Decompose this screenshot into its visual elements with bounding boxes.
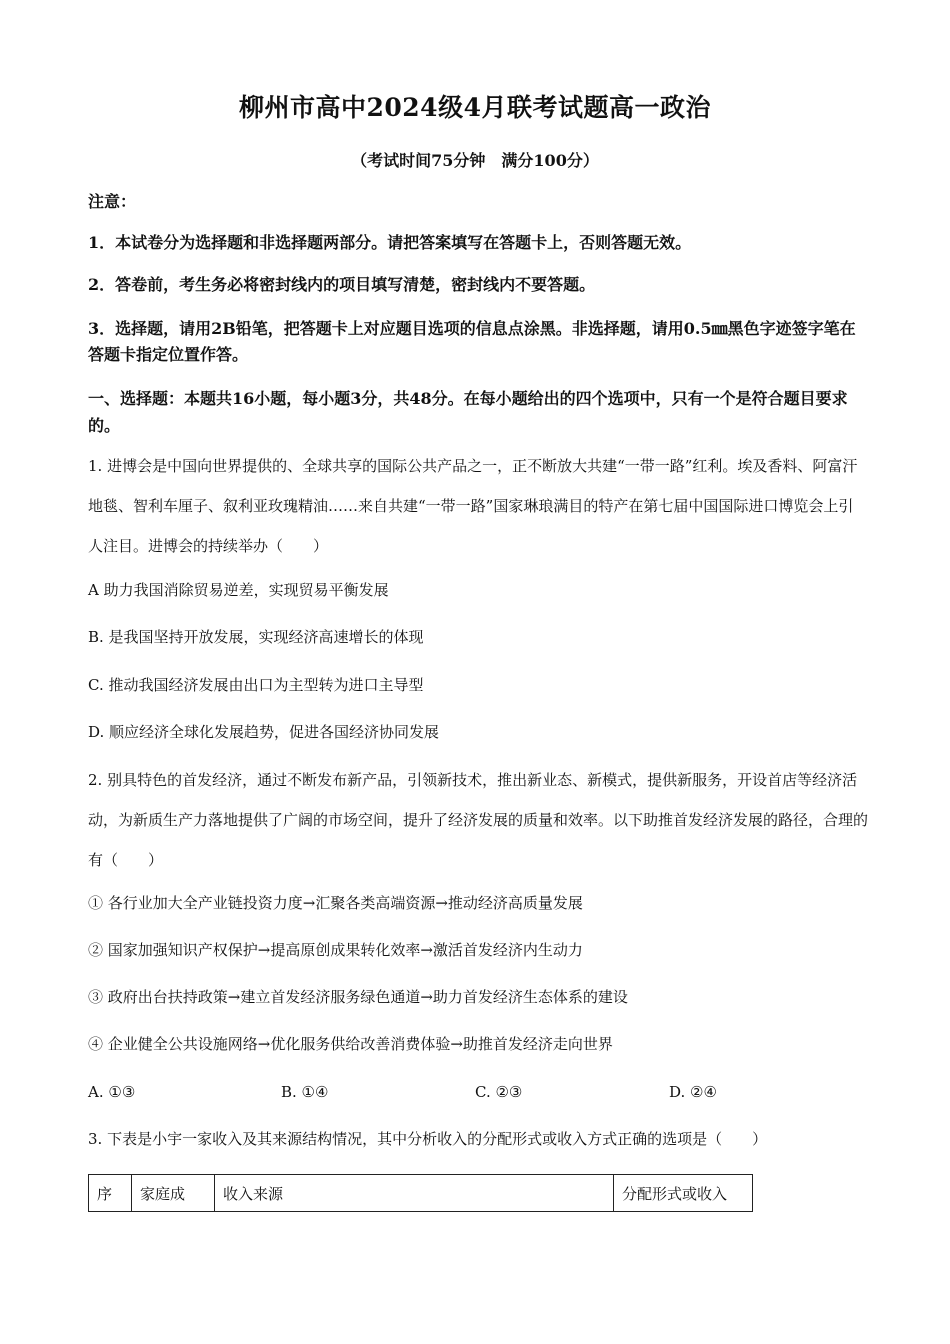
table-header-cell: 收入来源 <box>215 1175 614 1212</box>
question-2-stem: 2. 别具特色的首发经济，通过不断发布新产品，引领新技术，推出新业态、新模式，提供新服务，开设首店等经济活动，为新质生产力落地提供了广阔的市场空间，提升了经济发展的质量和效率。以下助推首发经济发展的路径，合理的有（ ） <box>88 771 869 869</box>
question-1-option-b: B. 是我国坚持开放发展，实现经济高速增长的体现 <box>88 628 424 646</box>
question-2-item-2: ② 国家加强知识产权保护→提高原创成果转化效率→激活首发经济内生动力 <box>88 941 583 959</box>
question-1-option-a: A 助力我国消除贸易逆差，实现贸易平衡发展 <box>88 581 389 599</box>
table-header-row <box>89 1175 753 1212</box>
table-header-cell: 家庭成 <box>132 1175 215 1212</box>
notice-item-2: 2．答卷前，考生务必将密封线内的项目填写清楚，密封线内不要答题。 <box>88 275 596 294</box>
question-2-choice-c: C. ②③ <box>475 1083 523 1101</box>
notice-item-3: 3．选择题，请用2B铅笔，把答题卡上对应题目选项的信息点涂黑。非选择题，请用0.5㎜黑色字迹签字笔在答题卡指定位置作答。 <box>88 319 856 364</box>
question-1-option-d: D. 顺应经济全球化发展趋势，促进各国经济协同发展 <box>88 723 440 741</box>
question-2-choices <box>88 1080 868 1104</box>
notice-label: 注意： <box>88 192 137 211</box>
question-2-choice-d: D. ②④ <box>669 1083 717 1101</box>
income-table <box>88 1174 753 1212</box>
page-title: 柳州市高中2024级4月联考试题高一政治 <box>239 93 711 122</box>
section-heading: 一、选择题：本题共16小题，每小题3分，共48分。在每小题给出的四个选项中，只有一个是符合题目要求的。 <box>88 389 848 435</box>
table-header-cell: 序 <box>89 1175 132 1212</box>
question-2-choice-b: B. ①④ <box>281 1083 329 1101</box>
question-2-item-4: ④ 企业健全公共设施网络→优化服务供给改善消费体验→助推首发经济走向世界 <box>88 1035 613 1053</box>
table-header-cell: 分配形式或收入 <box>614 1175 753 1212</box>
question-2-item-1: ① 各行业加大全产业链投资力度→汇聚各类高端资源→推动经济高质量发展 <box>88 894 583 912</box>
question-2-choice-a: A. ①③ <box>88 1083 136 1101</box>
question-3-stem: 3. 下表是小宇一家收入及其来源结构情况，其中分析收入的分配形式或收入方式正确的选项是（ ） <box>88 1130 768 1148</box>
exam-subtitle: （考试时间75分钟 满分100分） <box>351 151 599 170</box>
question-1-option-c: C. 推动我国经济发展由出口为主型转为进口主导型 <box>88 676 424 694</box>
question-2-item-3: ③ 政府出台扶持政策→建立首发经济服务绿色通道→助力首发经济生态体系的建设 <box>88 988 628 1006</box>
notice-item-1: 1．本试卷分为选择题和非选择题两部分。请把答案填写在答题卡上，否则答题无效。 <box>88 233 692 252</box>
question-1-stem: 1. 进博会是中国向世界提供的、全球共享的国际公共产品之一，正不断放大共建“一带一路”红利。埃及香料、阿富汗地毯、智利车厘子、叙利亚玫瑰精油……来自共建“一带一路”国家琳琅满目的特产在第七届中国国际进口博览会上引人注目。进博会的持续举办（ ） <box>88 457 858 555</box>
